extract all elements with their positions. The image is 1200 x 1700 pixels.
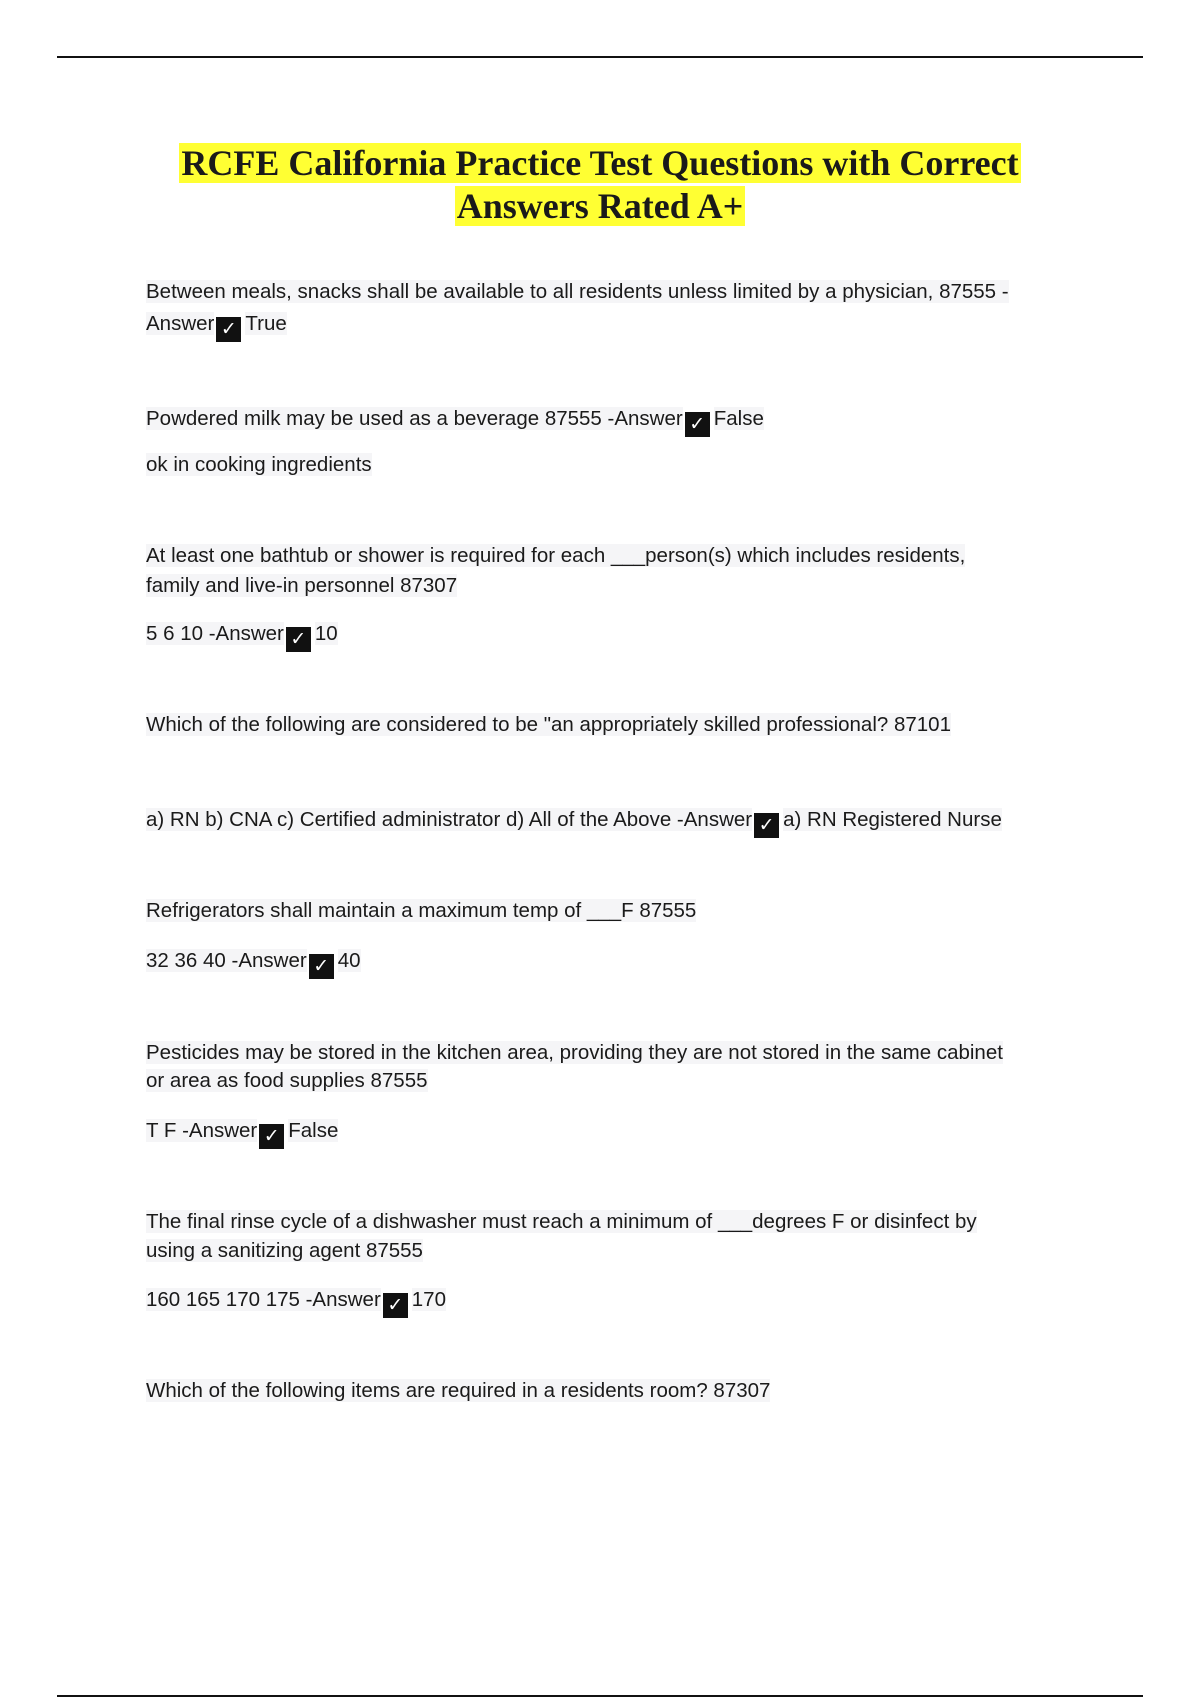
- question-2-line-2: ok in cooking ingredients: [146, 453, 372, 476]
- question-7-line-1: The final rinse cycle of a dishwasher must reach a minimum of ___degrees F or disinfect by: [146, 1210, 977, 1233]
- answer-3: 10: [314, 622, 338, 645]
- check-box-icon: ✓: [216, 317, 241, 342]
- check-box-icon: ✓: [754, 813, 779, 838]
- question-3-line-2: family and live-in personnel 87307: [146, 574, 458, 597]
- check-box-icon: ✓: [309, 954, 334, 979]
- question-5-line-2: 32 36 40 -Answer ✓ 40: [146, 949, 361, 977]
- answer-6: False: [288, 1119, 339, 1142]
- answer-5: 40: [337, 949, 361, 972]
- question-4-line-2: a) RN b) CNA c) Certified administrator d) All of the Above -Answer ✓ a) RN Registered Nurse: [146, 808, 1002, 836]
- check-box-icon: ✓: [383, 1293, 408, 1318]
- header-rule: [57, 56, 1143, 58]
- check-box-icon: ✓: [685, 412, 710, 437]
- title-line-2: Answers Rated A+: [456, 186, 744, 226]
- question-4-line-1: Which of the following are considered to be "an appropriately skilled professional? 87101: [146, 713, 951, 736]
- question-7-line-2: using a sanitizing agent 87555: [146, 1239, 423, 1262]
- check-box-icon: ✓: [286, 627, 311, 652]
- answer-2: False: [713, 407, 764, 430]
- title-line-1: RCFE California Practice Test Questions with Correct: [181, 143, 1019, 183]
- question-8-line-1: Which of the following items are required in a residents room? 87307: [146, 1379, 771, 1402]
- answer-7: 170: [411, 1288, 446, 1311]
- check-box-icon: ✓: [259, 1124, 284, 1149]
- question-1-line-2: Answer ✓ True: [146, 312, 287, 340]
- question-3-line-3: 5 6 10 -Answer ✓ 10: [146, 622, 338, 650]
- question-6-line-2: or area as food supplies 87555: [146, 1069, 428, 1092]
- answer-4: a) RN Registered Nurse: [783, 808, 1002, 831]
- footer-rule: [57, 1695, 1143, 1697]
- document-title: [0, 142, 1200, 228]
- question-6-line-3: T F -Answer ✓ False: [146, 1119, 339, 1147]
- question-7-line-3: 160 165 170 175 -Answer ✓ 170: [146, 1288, 446, 1316]
- question-3-line-1: At least one bathtub or shower is required for each ___person(s) which includes residents,: [146, 544, 966, 567]
- question-6-line-1: Pesticides may be stored in the kitchen area, providing they are not stored in the same cabinet: [146, 1041, 1003, 1064]
- question-2-line-1: Powdered milk may be used as a beverage 87555 -Answer ✓ False: [146, 407, 764, 435]
- question-5-line-1: Refrigerators shall maintain a maximum temp of ___F 87555: [146, 899, 697, 922]
- answer-1: True: [245, 312, 287, 335]
- question-1-line-1: Between meals, snacks shall be available to all residents unless limited by a physician, 87555 -: [146, 280, 1009, 303]
